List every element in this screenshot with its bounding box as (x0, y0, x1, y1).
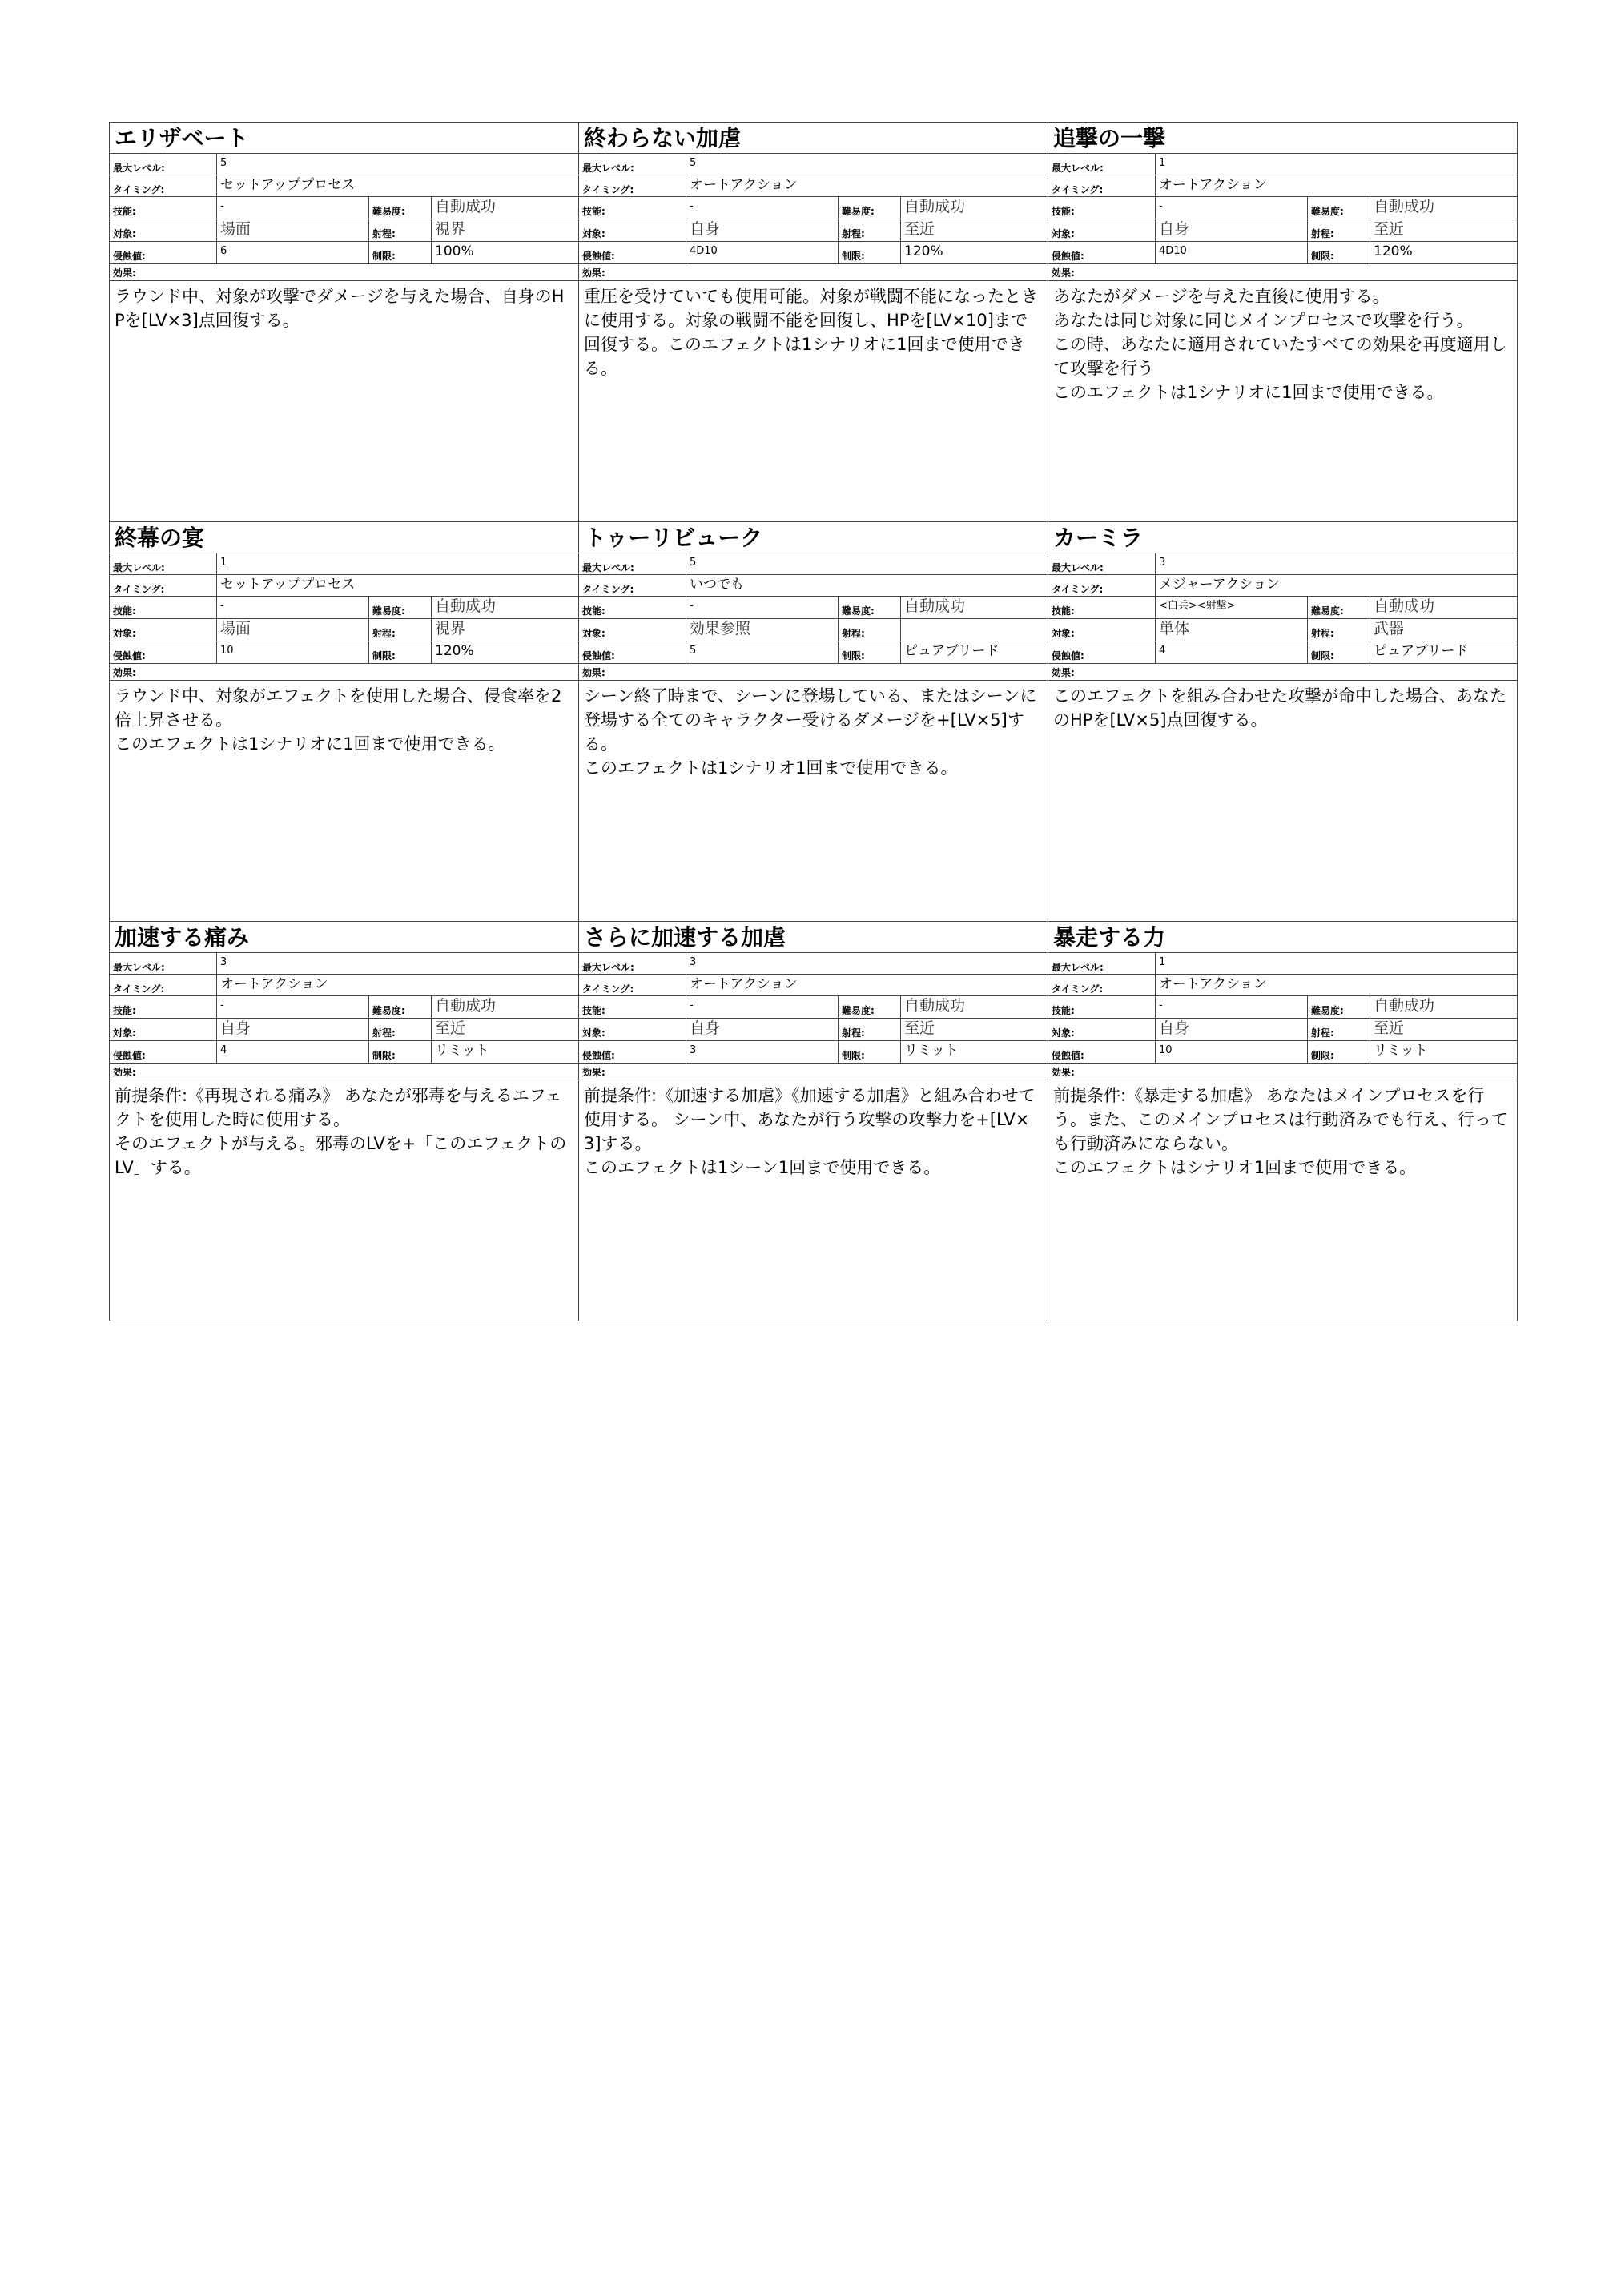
max-level-value: 5 (220, 157, 227, 169)
skill-value: - (1156, 996, 1308, 1018)
effect-card (110, 922, 578, 1321)
range-label: 射程: (1308, 219, 1370, 241)
timing-row (1048, 575, 1517, 597)
range-label: 射程: (839, 619, 901, 641)
timing-row (110, 975, 578, 996)
timing-value: オートアクション (220, 976, 328, 992)
skill-label: 技能: (1048, 197, 1156, 219)
effect-label: 効果: (110, 664, 578, 681)
range-label: 射程: (839, 219, 901, 241)
timing-label: タイミング: (579, 575, 686, 596)
skill-value: - (1156, 197, 1308, 219)
effect-text: 前提条件:《暴走する加虐》 あなたはメインプロセスを行う。また、このメインプロセスは行動済みでも行え、行っても行動済みにならない。 このエフェクトはシナリオ1回まで使用できる。 (1053, 1086, 1508, 1177)
timing-row (110, 175, 578, 197)
limit-value: 120% (1374, 243, 1413, 259)
range-value: 至近 (904, 1019, 935, 1037)
difficulty-label: 難易度: (1308, 197, 1370, 219)
difficulty-value: 自動成功 (1374, 997, 1435, 1015)
timing-label: タイミング: (110, 975, 217, 995)
max-level-row (110, 154, 578, 175)
erosion-label: 侵蝕値: (1048, 1041, 1156, 1063)
target-value: 自身 (686, 219, 839, 241)
max-level-label: 最大レベル: (579, 553, 686, 574)
skill-row (579, 996, 1048, 1019)
difficulty-value: 自動成功 (1374, 597, 1435, 615)
max-level-label: 最大レベル: (1048, 953, 1156, 974)
effect-label: 効果: (579, 264, 1048, 281)
timing-row (1048, 975, 1517, 996)
difficulty-value: 自動成功 (435, 597, 497, 615)
effect-card (1048, 123, 1517, 521)
max-level-row (1048, 154, 1517, 175)
erosion-row (1048, 1041, 1517, 1064)
limit-value: ピュアブリード (1374, 643, 1469, 659)
max-level-value: 5 (690, 557, 697, 569)
card-cell (579, 123, 1048, 522)
erosion-row (110, 641, 578, 664)
range-label: 射程: (1308, 619, 1370, 641)
erosion-row (1048, 641, 1517, 664)
effect-label: 効果: (579, 664, 1048, 681)
limit-label: 制限: (839, 1041, 901, 1063)
target-row (1048, 1019, 1517, 1041)
erosion-value: 10 (217, 641, 369, 663)
erosion-row (579, 1041, 1048, 1064)
target-row (579, 1019, 1048, 1041)
card-cell (1048, 922, 1518, 1321)
effect-text: 前提条件:《加速する加虐》《加速する加虐》と組み合わせて使用する。 シーン中、あなたが行う攻撃の攻撃力を+[LV×3]する。 このエフェクトは1シーン1回まで使用できる。 (584, 1086, 1036, 1177)
range-value (901, 619, 1048, 641)
effect-name: さらに加速する加虐 (579, 922, 1048, 953)
max-level-row (110, 553, 578, 575)
card-row (110, 522, 1518, 922)
timing-row (1048, 175, 1517, 197)
card-cell (1048, 522, 1518, 922)
effect-name: 暴走する力 (1048, 922, 1517, 953)
timing-value: セットアッププロセス (220, 577, 356, 593)
card-cell (579, 922, 1048, 1321)
target-value: 自身 (686, 1019, 839, 1040)
target-row (579, 619, 1048, 641)
skill-value: - (686, 197, 839, 219)
timing-label: タイミング: (1048, 575, 1156, 596)
erosion-label: 侵蝕値: (1048, 242, 1156, 263)
range-label: 射程: (369, 219, 432, 241)
target-label: 対象: (1048, 619, 1156, 641)
effect-label: 効果: (110, 264, 578, 281)
target-label: 対象: (1048, 219, 1156, 241)
erosion-value: 4D10 (686, 242, 839, 263)
limit-label: 制限: (369, 641, 432, 663)
skill-label: 技能: (1048, 597, 1156, 618)
target-row (1048, 619, 1517, 641)
timing-value: メジャーアクション (1159, 577, 1280, 593)
difficulty-value: 自動成功 (435, 198, 497, 215)
timing-value: オートアクション (690, 177, 798, 193)
max-level-row (579, 953, 1048, 975)
effect-name: トゥーリビューク (579, 522, 1048, 553)
effect-card (579, 522, 1048, 921)
card-cell (579, 522, 1048, 922)
limit-value: リミット (1374, 1043, 1428, 1059)
skill-row (1048, 197, 1517, 219)
target-value: 効果参照 (686, 619, 839, 641)
erosion-value: 5 (686, 641, 839, 663)
difficulty-label: 難易度: (839, 996, 901, 1018)
timing-value: オートアクション (1159, 177, 1267, 193)
erosion-value: 10 (1156, 1041, 1308, 1063)
effect-card (110, 123, 578, 521)
effect-label: 効果: (579, 1064, 1048, 1080)
skill-label: 技能: (110, 197, 217, 219)
erosion-value: 4 (217, 1041, 369, 1063)
skill-row (110, 996, 578, 1019)
difficulty-label: 難易度: (369, 996, 432, 1018)
effect-text: ラウンド中、対象がエフェクトを使用した場合、侵食率を2倍上昇させる。 このエフェクトは1シナリオに1回まで使用できる。 (115, 686, 562, 754)
limit-value: 100% (435, 243, 474, 259)
effect-card (579, 922, 1048, 1321)
effect-card-sheet (109, 122, 1518, 1321)
skill-value: <白兵><射撃> (1156, 597, 1308, 618)
max-level-value: 1 (220, 557, 227, 569)
card-row (110, 922, 1518, 1321)
range-label: 射程: (839, 1019, 901, 1040)
erosion-row (579, 641, 1048, 664)
card-cell (110, 922, 579, 1321)
skill-value: - (686, 597, 839, 618)
max-level-row (1048, 553, 1517, 575)
timing-value: オートアクション (690, 976, 798, 992)
skill-value: - (686, 996, 839, 1018)
erosion-label: 侵蝕値: (1048, 641, 1156, 663)
skill-label: 技能: (1048, 996, 1156, 1018)
erosion-row (110, 1041, 578, 1064)
max-level-value: 3 (1159, 557, 1166, 569)
difficulty-label: 難易度: (839, 597, 901, 618)
effect-label: 効果: (1048, 664, 1517, 681)
timing-row (110, 575, 578, 597)
effect-card (1048, 522, 1517, 921)
max-level-value: 1 (1159, 157, 1166, 169)
limit-label: 制限: (839, 242, 901, 263)
range-label: 射程: (369, 619, 432, 641)
effect-text: このエフェクトを組み合わせた攻撃が命中した場合、あなたのHPを[LV×5]点回復する。 (1053, 686, 1506, 730)
limit-label: 制限: (369, 1041, 432, 1063)
timing-label: タイミング: (110, 175, 217, 196)
erosion-row (579, 242, 1048, 264)
limit-label: 制限: (1308, 641, 1370, 663)
range-value: 至近 (904, 220, 935, 238)
target-label: 対象: (579, 219, 686, 241)
card-cell (1048, 123, 1518, 522)
difficulty-value: 自動成功 (435, 997, 497, 1015)
effect-text: ラウンド中、対象が攻撃でダメージを与えた場合、自身のHPを[LV×3]点回復する。 (115, 287, 565, 330)
effect-card (579, 123, 1048, 521)
limit-label: 制限: (1308, 1041, 1370, 1063)
timing-label: タイミング: (1048, 175, 1156, 196)
card-cell (110, 522, 579, 922)
skill-label: 技能: (110, 597, 217, 618)
erosion-value: 4 (1156, 641, 1308, 663)
target-label: 対象: (110, 619, 217, 641)
target-value: 場面 (217, 619, 369, 641)
max-level-label: 最大レベル: (579, 953, 686, 974)
skill-value: - (217, 996, 369, 1018)
timing-label: タイミング: (1048, 975, 1156, 995)
timing-value: いつでも (690, 577, 744, 593)
erosion-label: 侵蝕値: (579, 1041, 686, 1063)
target-value: 自身 (1156, 1019, 1308, 1040)
erosion-label: 侵蝕値: (110, 242, 217, 263)
limit-value: リミット (904, 1043, 959, 1059)
max-level-label: 最大レベル: (110, 953, 217, 974)
max-level-row (579, 553, 1048, 575)
target-value: 自身 (1156, 219, 1308, 241)
skill-row (579, 597, 1048, 619)
effect-text: シーン終了時まで、シーンに登場している、またはシーンに登場する全てのキャラクター受けるダメージを+[LV×5]する。 このエフェクトは1シナリオ1回まで使用できる。 (584, 686, 1037, 778)
limit-value: 120% (435, 643, 474, 659)
effect-card (1048, 922, 1517, 1321)
max-level-value: 3 (690, 956, 697, 968)
target-row (579, 219, 1048, 242)
erosion-value: 3 (686, 1041, 839, 1063)
target-value: 場面 (217, 219, 369, 241)
max-level-row (110, 953, 578, 975)
effect-name: エリザベート (110, 123, 578, 154)
skill-label: 技能: (579, 197, 686, 219)
max-level-value: 1 (1159, 956, 1166, 968)
timing-label: タイミング: (579, 175, 686, 196)
card-row (110, 123, 1518, 522)
skill-value: - (217, 197, 369, 219)
timing-row (579, 175, 1048, 197)
max-level-value: 5 (690, 157, 697, 169)
max-level-row (1048, 953, 1517, 975)
max-level-label: 最大レベル: (1048, 154, 1156, 175)
target-row (1048, 219, 1517, 242)
skill-row (579, 197, 1048, 219)
effect-label: 効果: (110, 1064, 578, 1080)
limit-label: 制限: (1308, 242, 1370, 263)
effect-label: 効果: (1048, 1064, 1517, 1080)
effect-text: 前提条件:《再現される痛み》 あなたが邪毒を与えるエフェクトを使用した時に使用する。 そのエフェクトが与える。邪毒のLVを+「このエフェクトのLV」する。 (115, 1086, 567, 1177)
target-value: 自身 (217, 1019, 369, 1040)
timing-label: タイミング: (110, 575, 217, 596)
difficulty-value: 自動成功 (904, 198, 966, 215)
skill-label: 技能: (110, 996, 217, 1018)
target-label: 対象: (579, 1019, 686, 1040)
skill-row (1048, 996, 1517, 1019)
erosion-row (1048, 242, 1517, 264)
erosion-label: 侵蝕値: (110, 641, 217, 663)
effect-text: あなたがダメージを与えた直後に使用する。 あなたは同じ対象に同じメインプロセスで攻撃を行う。 この時、あなたに適用されていたすべての効果を再度適用して攻撃を行う このエフェクトは1シナリオに1回まで使用できる。 (1053, 287, 1507, 402)
skill-value: - (217, 597, 369, 618)
effect-card (110, 522, 578, 921)
range-value: 至近 (435, 1019, 466, 1037)
target-row (110, 619, 578, 641)
max-level-label: 最大レベル: (110, 553, 217, 574)
effect-text: 重圧を受けていても使用可能。対象が戦闘不能になったときに使用する。対象の戦闘不能を回復し、HPを[LV×10]まで回復する。このエフェクトは1シナリオに1回まで使用できる。 (584, 287, 1038, 378)
range-value: 至近 (1374, 1019, 1405, 1037)
skill-row (110, 197, 578, 219)
max-level-label: 最大レベル: (110, 154, 217, 175)
effect-name: 追撃の一撃 (1048, 123, 1517, 154)
erosion-value: 6 (217, 242, 369, 263)
max-level-label: 最大レベル: (579, 154, 686, 175)
timing-value: オートアクション (1159, 976, 1267, 992)
difficulty-label: 難易度: (839, 197, 901, 219)
limit-value: リミット (435, 1043, 489, 1059)
difficulty-label: 難易度: (1308, 996, 1370, 1018)
timing-value: セットアッププロセス (220, 177, 356, 193)
target-row (110, 1019, 578, 1041)
difficulty-value: 自動成功 (1374, 198, 1435, 215)
limit-value: ピュアブリード (904, 643, 1000, 659)
target-row (110, 219, 578, 242)
range-label: 射程: (1308, 1019, 1370, 1040)
difficulty-value: 自動成功 (904, 597, 966, 615)
range-value: 視界 (435, 220, 466, 238)
erosion-label: 侵蝕値: (579, 242, 686, 263)
range-value: 武器 (1374, 620, 1405, 637)
range-value: 視界 (435, 620, 466, 637)
target-label: 対象: (110, 1019, 217, 1040)
erosion-label: 侵蝕値: (579, 641, 686, 663)
timing-label: タイミング: (579, 975, 686, 995)
skill-label: 技能: (579, 597, 686, 618)
limit-label: 制限: (839, 641, 901, 663)
limit-value: 120% (904, 243, 943, 259)
range-value: 至近 (1374, 220, 1405, 238)
timing-row (579, 975, 1048, 996)
erosion-value: 4D10 (1156, 242, 1308, 263)
erosion-label: 侵蝕値: (110, 1041, 217, 1063)
max-level-label: 最大レベル: (1048, 553, 1156, 574)
erosion-row (110, 242, 578, 264)
effect-label: 効果: (1048, 264, 1517, 281)
target-value: 単体 (1156, 619, 1308, 641)
effect-name: カーミラ (1048, 522, 1517, 553)
limit-label: 制限: (369, 242, 432, 263)
max-level-row (579, 154, 1048, 175)
range-label: 射程: (369, 1019, 432, 1040)
target-label: 対象: (1048, 1019, 1156, 1040)
timing-row (579, 575, 1048, 597)
skill-row (110, 597, 578, 619)
difficulty-label: 難易度: (369, 597, 432, 618)
skill-row (1048, 597, 1517, 619)
difficulty-label: 難易度: (369, 197, 432, 219)
target-label: 対象: (579, 619, 686, 641)
effect-name: 加速する痛み (110, 922, 578, 953)
card-cell (110, 123, 579, 522)
target-label: 対象: (110, 219, 217, 241)
difficulty-label: 難易度: (1308, 597, 1370, 618)
difficulty-value: 自動成功 (904, 997, 966, 1015)
effect-name: 終幕の宴 (110, 522, 578, 553)
effect-name: 終わらない加虐 (579, 123, 1048, 154)
max-level-value: 3 (220, 956, 227, 968)
skill-label: 技能: (579, 996, 686, 1018)
